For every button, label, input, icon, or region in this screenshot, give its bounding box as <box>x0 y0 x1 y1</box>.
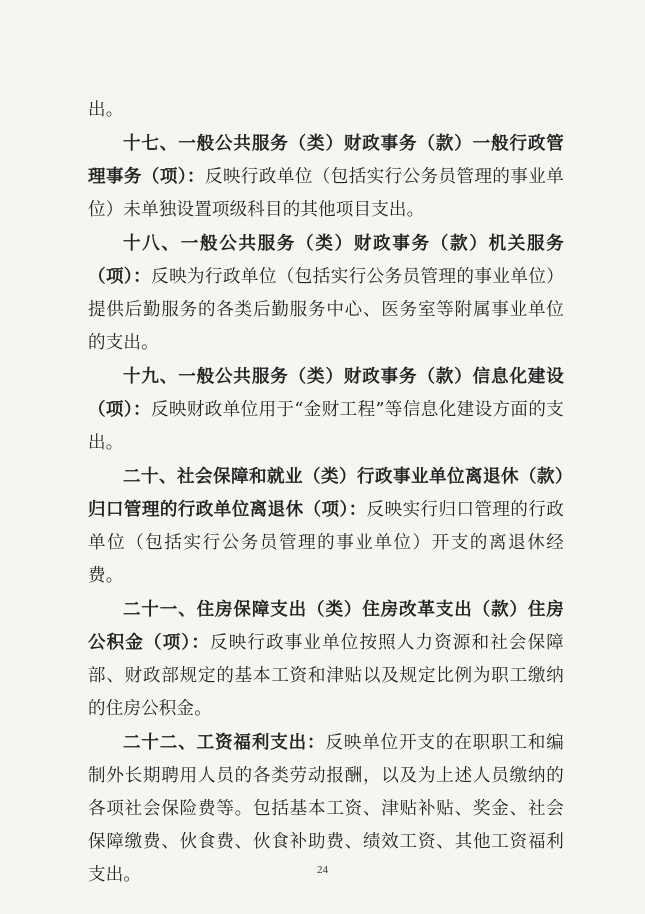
paragraph-continuation <box>88 94 564 127</box>
paragraph-body: 出。 <box>88 100 124 120</box>
paragraph-body: 反映为行政单位（包括实行公务员管理的事业单位）提供后勤服务的各类后勤服务中心、医务室等附属事业单位的支出。 <box>88 267 564 353</box>
paragraph-heading: 二十、社会保障和就业（类）行政事业单位离退休（款）归口管理的行政单位离退休（项）： <box>88 467 564 520</box>
paragraph-item-19 <box>88 361 564 460</box>
paragraph-item-21 <box>88 594 564 726</box>
paragraph-item-17 <box>88 128 564 227</box>
paragraph-body: 反映财政单位用于“金财工程”等信息化建设方面的支出。 <box>88 400 564 453</box>
document-body <box>88 94 564 892</box>
paragraph-body: 反映行政事业单位按照人力资源和社会保障部、财政部规定的基本工资和津贴以及规定比例为职工缴纳的住房公积金。 <box>88 633 564 719</box>
page-number: 24 <box>317 864 328 876</box>
paragraph-heading: 二十二、工资福利支出： <box>123 733 326 753</box>
paragraph-item-20 <box>88 461 564 593</box>
paragraph-heading: 十九、一般公共服务（类）财政事务（款）信息化建设（项）： <box>88 367 564 420</box>
paragraph-body: 反映行政单位（包括实行公务员管理的事业单位）未单独设置项级科目的其他项目支出。 <box>88 167 564 220</box>
paragraph-heading: 十八、一般公共服务（类）财政事务（款）机关服务（项）： <box>88 234 564 287</box>
paragraph-heading: 二十一、住房保障支出（类）住房改革支出（款）住房公积金（项）： <box>88 600 564 653</box>
paragraph-heading: 十七、一般公共服务（类）财政事务（款）一般行政管理事务（项）： <box>88 134 564 187</box>
paragraph-body: 反映实行归口管理的行政单位（包括实行公务员管理的事业单位）开支的离退休经费。 <box>88 500 565 586</box>
paragraph-item-18 <box>88 228 564 360</box>
paragraph-body: 反映单位开支的在职职工和编制外长期聘用人员的各类劳动报酬，以及为上述人员缴纳的各项社会保险费等。包括基本工资、津贴补贴、奖金、社会保障缴费、伙食费、伙食补助费、绩效工资、其他工资福利支出。 <box>88 733 564 885</box>
